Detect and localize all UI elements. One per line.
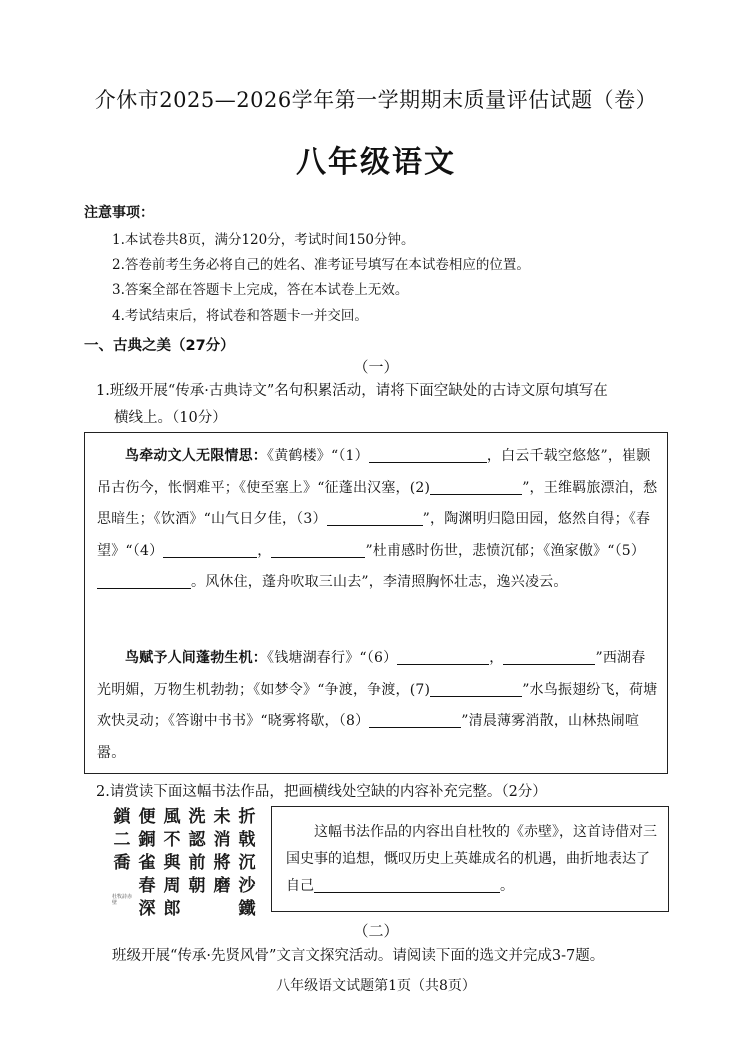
text-run: ”，陶渊明归隐田园，悠然自得；《春望》“（4） <box>97 511 651 559</box>
calligraphy-question-text <box>286 819 658 900</box>
text-run: ”清晨薄雾消散，山林热闹喧嚣。 <box>97 713 640 761</box>
answer-blank-2[interactable] <box>430 478 522 495</box>
subject-title: 八年级语文 <box>296 145 456 180</box>
text-run: ”西湖春光明媚，万物生机勃勃；《如梦令》“争渡，争渡，(7) <box>97 650 646 698</box>
answer-blank-1[interactable] <box>369 446 487 463</box>
calligraphy-fill-box <box>271 806 669 912</box>
notice-item: 4.考试结束后，将试卷和答题卡一并交回。 <box>112 308 368 324</box>
answer-blank-8[interactable] <box>369 711 461 728</box>
calligraphy-seal: 杜牧詩赤壁 <box>112 894 133 906</box>
answer-blank-4a[interactable] <box>163 541 257 558</box>
notice-item: 1.本试卷共8页，满分120分，考试时间150分钟。 <box>112 232 415 248</box>
poetry-paragraph-2 <box>97 643 659 769</box>
paragraph-label: 鸟赋予人间蓬勃生机： <box>125 650 267 666</box>
paragraph-label: 鸟牵动文人无限情思： <box>125 448 267 464</box>
text-run: 《钱塘湖春行》“（6） <box>267 650 398 666</box>
notice-heading: 注意事项： <box>84 205 154 221</box>
activity-intro: 班级开展“传承·先贤风骨”文言文探究活动。请阅读下面的选文并完成3-7题。 <box>112 948 605 964</box>
answer-blank-5[interactable] <box>97 572 191 589</box>
question-1 <box>96 378 676 432</box>
text-run: 。风休住，蓬舟吹取三山去”，李清照胸怀壮志，逸兴凌云。 <box>191 574 568 590</box>
calligraphy-column: 便銅雀春深 <box>138 807 156 919</box>
calligraphy-column: 未消將磨 <box>213 807 231 896</box>
exam-title: 介休市2025—2026学年第一学期期末质量评估试题（卷） <box>94 88 658 112</box>
calligraphy-column: 風不與周郎 <box>163 807 181 919</box>
question-1-line2: 横线上。（10分） <box>114 410 227 426</box>
text-run: ，白云千载空悠悠”，崔颢吊古伤今，怅惘难平；《使至塞上》“征蓬出汉塞，(2) <box>97 448 651 496</box>
poetry-fill-box <box>84 432 668 774</box>
answer-blank-4b[interactable] <box>271 541 365 558</box>
section-heading: 一、古典之美（27分） <box>84 338 235 354</box>
part-heading: （二） <box>353 922 399 940</box>
text-run: 《黄鹤楼》“（1） <box>267 448 369 464</box>
calligraphy-column: 洗認前朝 <box>188 807 206 896</box>
question-1-line1: 1.班级开展“传承·古典诗文”名句积累活动，请将下面空缺处的古诗文原句填写在 <box>96 383 608 399</box>
question-2: 2.请赏读下面这幅书法作品，把画横线处空缺的内容补充完整。（2分） <box>96 784 547 800</box>
calligraphy-artwork <box>110 806 258 919</box>
part-heading: （一） <box>353 358 399 376</box>
notice-item: 2.答卷前考生务必将自己的姓名、准考证号填写在本试卷相应的位置。 <box>112 257 530 273</box>
page-footer: 八年级语文试题第1页（共8页） <box>276 978 476 994</box>
text-run: ”杜甫感时伤世，悲愤沉郁；《渔家傲》“（5） <box>365 542 646 559</box>
answer-blank-6a[interactable] <box>397 648 489 665</box>
answer-blank-7[interactable] <box>430 680 522 697</box>
answer-blank-3[interactable] <box>327 509 423 526</box>
text-run: ”，王维羁旅漂泊，愁思暗生；《饮酒》“山气日夕佳，（3） <box>97 479 658 527</box>
answer-blank-6b[interactable] <box>503 648 595 665</box>
text-run: ， <box>257 542 272 559</box>
answer-blank-calligraphy[interactable] <box>314 876 500 893</box>
poetry-paragraph-1 <box>97 441 659 599</box>
notice-item: 3.答案全部在答题卡上完成，答在本试卷上无效。 <box>112 282 409 298</box>
text-run: 。 <box>500 878 514 894</box>
calligraphy-column: 折戟沉沙鐵 <box>238 807 256 919</box>
text-run: ”水鸟振翅纷飞，荷塘欢快灵动；《答谢中书书》“晓雾将歇，（8） <box>97 681 658 729</box>
text-run: ， <box>489 650 504 666</box>
calligraphy-column: 鎖二喬 <box>113 807 131 873</box>
text-run: 这幅书法作品的内容出自杜牧的《赤壁》，这首诗借对三国史事的追想，慨叹历史上英雄成名的机遇，曲折地表达了自己 <box>286 824 657 894</box>
